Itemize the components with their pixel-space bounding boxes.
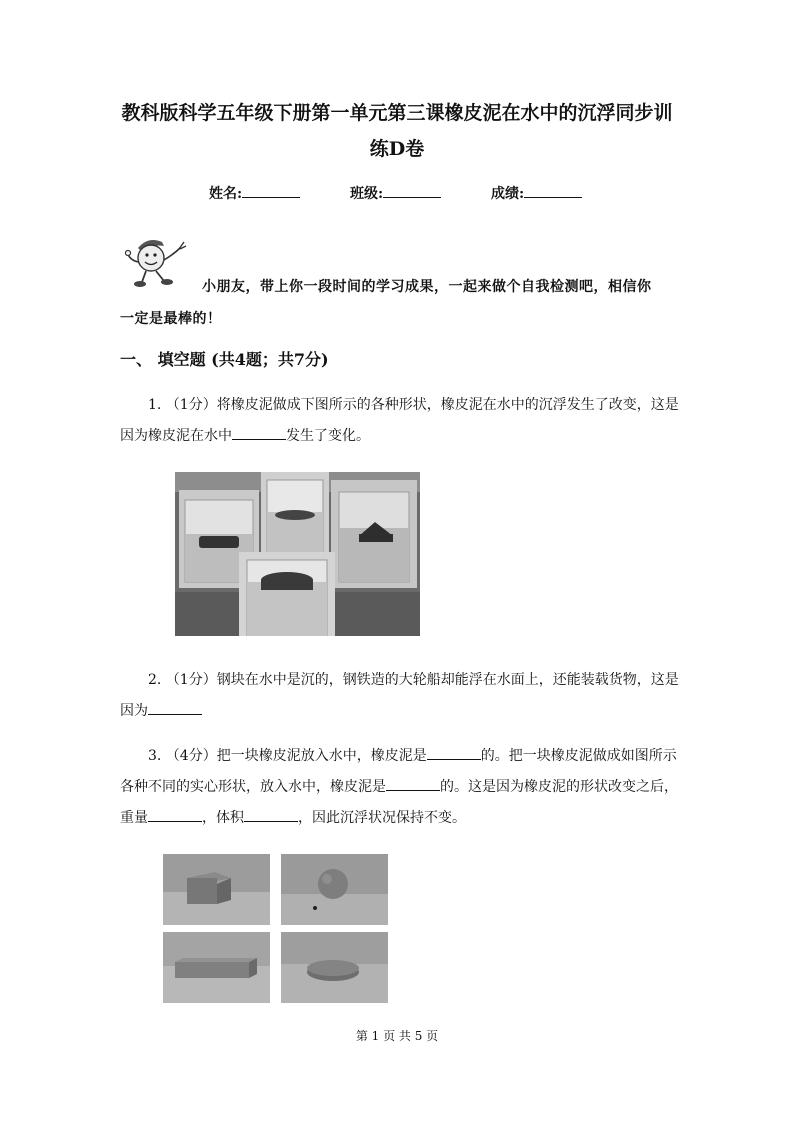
section-heading: 一、 填空题 (共4题；共7分) — [120, 350, 329, 369]
q1-line1: 1. （1分）将橡皮泥做成下图所示的各种形状，橡皮泥在水中的沉浮发生了改变，这是 — [148, 397, 679, 413]
name-label: 姓名: — [209, 186, 243, 202]
q3-line1-b: 的。把一块橡皮泥做成如图所示 — [480, 748, 677, 764]
q3-blank-1[interactable] — [427, 745, 481, 760]
page-title-line2: 练D卷 — [369, 138, 425, 160]
name-blank[interactable] — [242, 184, 300, 198]
q2-line2-a: 因为 — [120, 703, 148, 719]
name-field[interactable] — [209, 183, 300, 203]
clay-shapes-photo — [161, 852, 390, 1005]
question-3 — [120, 741, 680, 834]
encouragement-text — [120, 271, 680, 335]
encourage-line2: 一定是最棒的！ — [120, 311, 222, 327]
score-field[interactable] — [491, 183, 582, 203]
q1-line2-a: 因为橡皮泥在水中 — [120, 428, 232, 444]
page-footer: 第 1 页 共 5 页 — [355, 1029, 439, 1043]
encourage-line1: 小朋友，带上你一段时间的学习成果，一起来做个自我检测吧，相信你 — [202, 279, 652, 295]
score-label: 成绩: — [491, 186, 525, 202]
q3-line3-b: ，体积 — [202, 810, 244, 826]
q3-line2-a: 各种不同的实心形状，放入水中，橡皮泥是 — [120, 779, 386, 795]
q3-blank-4[interactable] — [244, 807, 298, 822]
q2-line1: 2. （1分）钢块在水中是沉的，钢铁造的大轮船却能浮在水面上，还能装载货物，这是 — [148, 672, 679, 688]
q3-blank-3[interactable] — [148, 807, 202, 822]
clay-in-water-photo — [175, 472, 420, 636]
q2-answer-blank[interactable] — [148, 700, 202, 715]
question-2 — [120, 665, 680, 727]
class-blank[interactable] — [383, 184, 441, 198]
q3-line3-c: ，因此沉浮状况保持不变。 — [298, 810, 466, 826]
q3-line2-b: 的。这是因为橡皮泥的形状改变之后， — [440, 779, 678, 795]
q1-answer-blank[interactable] — [232, 425, 286, 440]
q1-line2-b: 发生了变化。 — [286, 428, 370, 444]
q3-line1-a: 3. （4分）把一块橡皮泥放入水中，橡皮泥是 — [148, 748, 427, 764]
class-field[interactable] — [350, 183, 441, 203]
q3-line3-a: 重量 — [120, 810, 148, 826]
score-blank[interactable] — [524, 184, 582, 198]
page-title-line1: 教科版科学五年级下册第一单元第三课橡皮泥在水中的沉浮同步训 — [121, 102, 673, 124]
question-1 — [120, 390, 680, 452]
class-label: 班级: — [350, 186, 384, 202]
q3-blank-2[interactable] — [386, 776, 440, 791]
